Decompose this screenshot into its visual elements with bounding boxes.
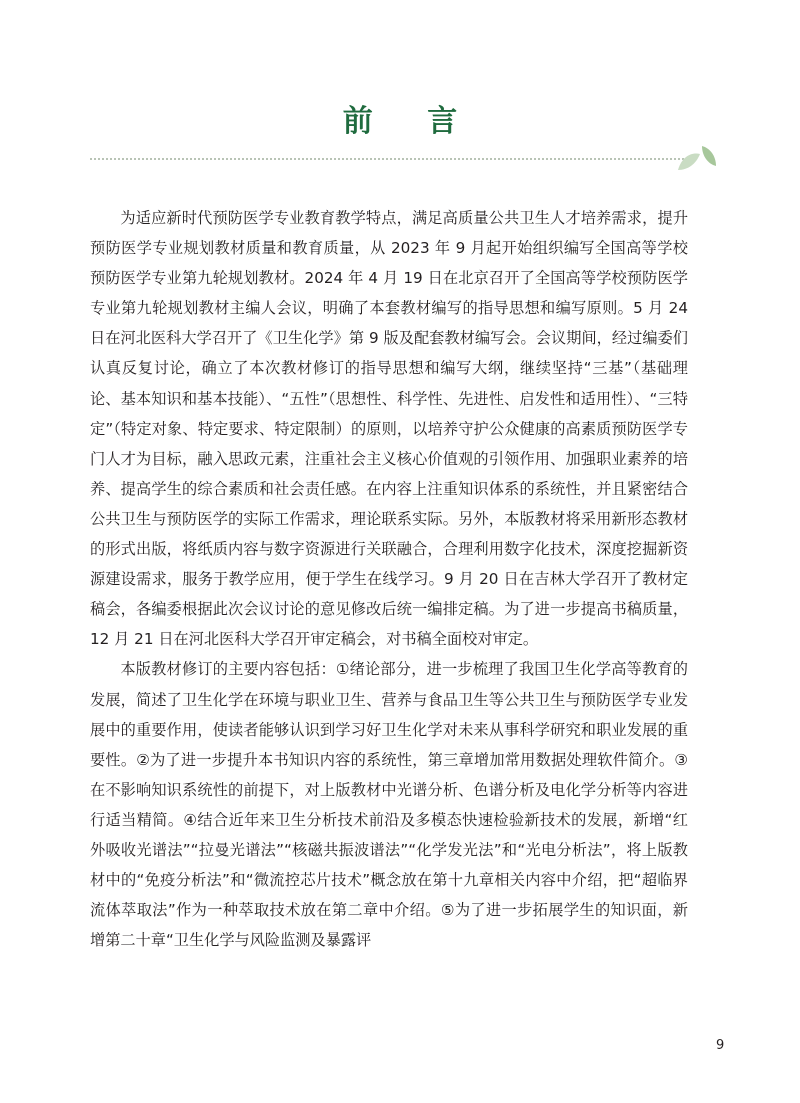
paragraph: 为适应新时代预防医学专业教育教学特点，满足高质量公共卫生人才培养需求，提升预防医学专业规划教材质量和教育质量，从 2023 年 9 月起开始组织编写全国高等学校预防医学专业第九轮规划教材。2024 年 4 月 19 日在北京召开了全国高等学校预防医学专业第九轮规划教材主编人会议，明确了本套教材编写的指导思想和编写原则。5 月 24 日在河北医科大学召开了《卫生化学》第 9 版及配套教材编写会。会议期间，经过编委们认真反复讨论，确立了本次教材修订的指导思想和编写大纲，继续坚持“三基”（基础理论、基本知识和基本技能）、“五性”（思想性、科学性、先进性、启发性和适用性）、“三特定”（特定对象、特定要求、特定限制）的原则，以培养守护公众健康的高素质预防医学专门人才为目标，融入思政元素，注重社会主义核心价值观的引领作用、加强职业素养的培养、提高学生的综合素质和社会责任感。在内容上注重知识体系的系统性，并且紧密结合公共卫生与预防医学的实际工作需求，理论联系实际。另外，本版教材将采用新形态教材的形式出版，将纸质内容与数字资源进行关联融合，合理利用数字化技术，深度挖掘新资源建设需求，服务于教学应用，便于学生在线学习。9 月 20 日在吉林大学召开了教材定稿会，各编委根据此次会议讨论的意见修改后统一编排定稿。为了进一步提高书稿质量，12 月 21 日在河北医科大学召开审定稿会，对书稿全面校对审定。 — [90, 209, 688, 649]
leaf-left — [678, 154, 700, 170]
paragraph: 本版教材修订的主要内容包括：①绪论部分，进一步梳理了我国卫生化学高等教育的发展，简述了卫生化学在环境与职业卫生、营养与食品卫生等公共卫生与预防医学专业发展中的重要作用，使读者能够认识到学习好卫生化学对未来从事科学研究和职业发展的重要性。②为了进一步提升本书知识内容的系统性，第三章增加常用数据处理软件简介。③在不影响知识系统性的前提下，对上版教材中光谱分析、色谱分析及电化学分析等内容进行适当精简。④结合近年来卫生分析技术前沿及多模态快速检验新技术的发展，新增“红外吸收光谱法”“拉曼光谱法”“核磁共振波谱法”“化学发光法”和“光电分析法”，将上版教材中的“免疫分析法”和“微流控芯片技术”概念放在第十九章相关内容中介绍，把“超临界流体萃取法”作为一种萃取技术放在第二章中介绍。⑤为了进一步拓展学生的知识面，新增第二十章“卫生化学与风险监测及暴露评 — [90, 660, 688, 950]
page-number: 9 — [716, 1038, 725, 1053]
title-divider — [90, 158, 688, 160]
preface-body — [90, 203, 688, 955]
leaf-icon — [676, 142, 720, 176]
page-title: 前 言 — [342, 104, 480, 139]
leaf-right — [702, 146, 716, 166]
